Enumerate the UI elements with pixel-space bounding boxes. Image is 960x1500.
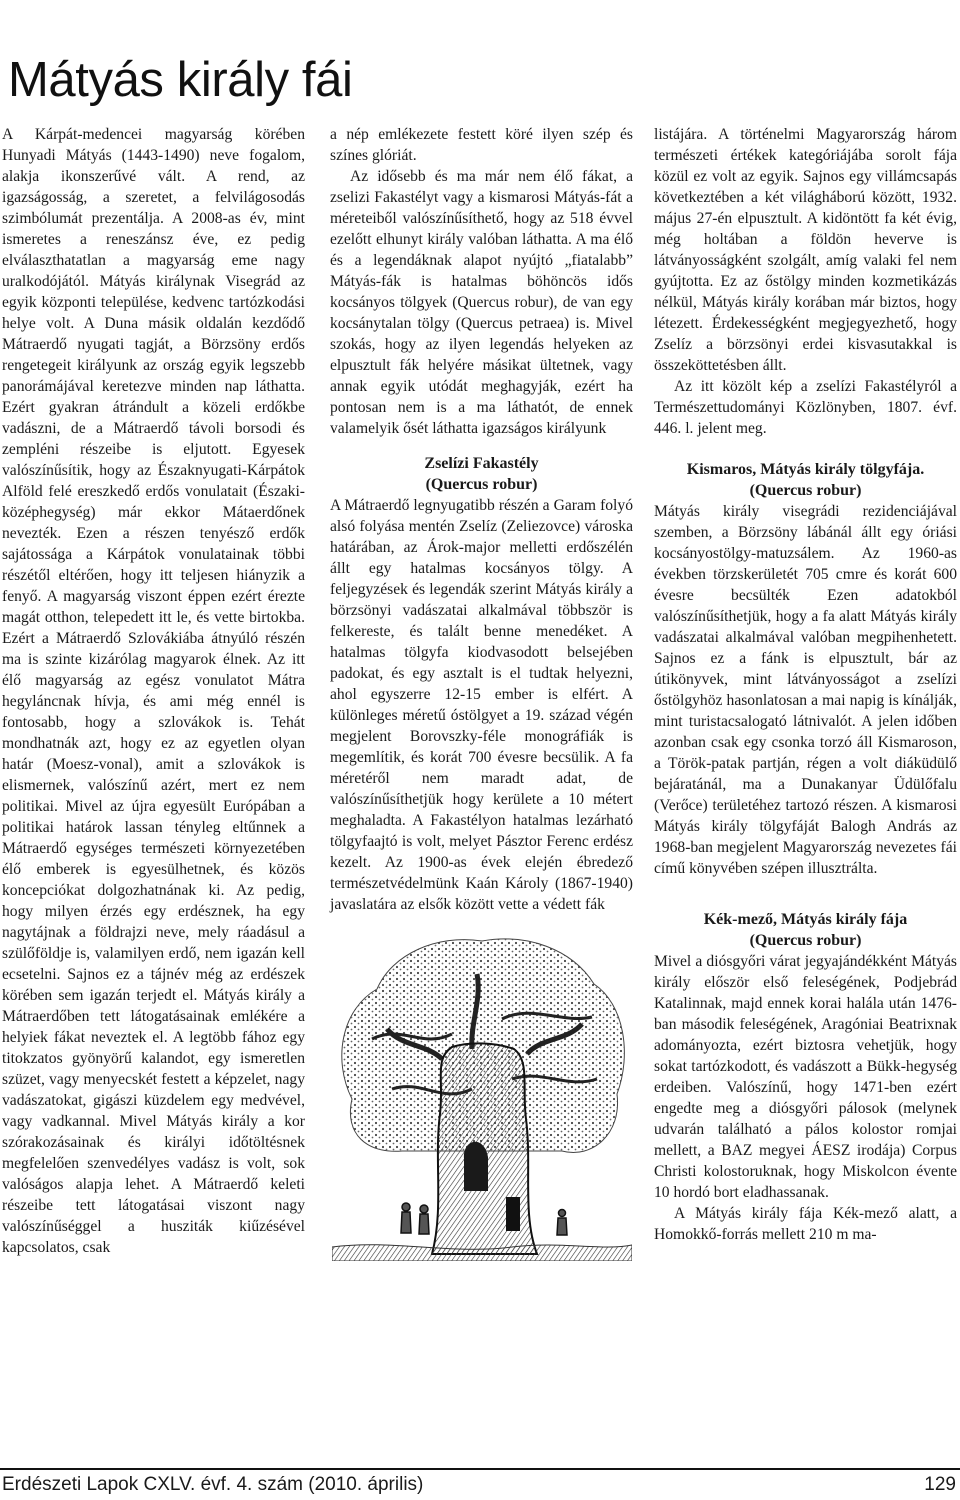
paragraph: Az itt közölt kép a zselízi Fakastélyról a Természettudományi Közlönyben, 1807. évf. 446. l. jelent meg. [654, 378, 957, 437]
oak-tree-illustration [332, 929, 632, 1261]
section-heading-zselizi-fakastely [330, 453, 633, 495]
page-number: 129 [924, 1474, 956, 1495]
text-column-2 [330, 124, 633, 1261]
paragraph: listájára. A történelmi Magyarország három természeti értékek kategóriájába sorolt fája közül ez volt az egyik. Sajnos egy villámcsapás következtében a két világháború között, 1932. május 27-én elpusztult. A kidöntött fa két évig, még holtában a földön heverve is látványosságként szolgált, amíg valaki fel nem gyújtotta. Ez az őstölgy minden kozmetikázás nélkül, Mátyás király korában már biztos, hogy létezett. Érdekességként megjegyezhető, hogy Zselíz a börzsönyi erdei kisvasutakkal is összeköttetésben állt. [654, 126, 957, 374]
page-footer [0, 1468, 960, 1500]
footer-rule [0, 1468, 960, 1470]
heading-line: (Quercus robur) [749, 932, 862, 949]
section-heading-kek-mezo [654, 909, 957, 951]
text-column-1 [2, 124, 305, 1258]
text-column-3 [654, 124, 957, 1245]
heading-line: (Quercus robur) [749, 482, 862, 499]
paragraph: Mátyás király visegrádi rezidenciájával szemben, a Börzsöny lábánál állt egy óriási kocsányostölgy-matuzsálem. Az 1960-as években törzskerületét 705 cmre és korát 600 évesre becsülték Ezen adatokból valószínűsíthetjük, hogy a fa alatt Mátyás király vadászatai alkalmával valóban megpihenhetett. Sajnos ez a fánk is elpusztult, bár az útikönyvek, mint látványosságot a zselízi őstölgyhöz hasonlatosan a mai napig is kínálják, mint turistacsalogató látnivalót. A jelen időben azonban csak egy csonka torzó áll Kismaroson, a Török-patak partján, régen a volt diáküdülő bejáratánál, ma a Dunakanyar Üdülőfalu (Verőce) területéhez tartozó részen. A kismarosi Mátyás király tölgyfáját Balogh András az 1968-ban megjelent Magyarország nevezetes fái című könyvében szépen illusztrálta. [654, 503, 957, 877]
paragraph: A Mátraerdő legnyugatibb részén a Garam folyó alsó folyása mentén Zselíz (Zeliezovce) városka határában, az Árok-major melletti erdőszélén állt egy hatalmas kocsányos tölgy. A feljegyzések és legendák szerint Mátyás király a börzsönyi vadászatai alkalmával többször is felkereste, és talált benne menedéket. A hatalmas tölgyfa kiodvasodott belsejében padokat, és egy asztalt is el tudtak helyezni, ahol egyszerre 12-15 ember is elfért. A különleges méretű óstölgyet a 19. század végén megjelent Borovszky-féle monográfiák is megemlítik, és korát 700 évesre becsülik. A fa méretéről nem maradt adat, de valószínűsíthetjük hogy kerülete a 10 métert meghaladta. A Fakastélyon hatalmas lezárható tölgyfaajtó is volt, melyet Pásztor Ferenc erdész kezelt. Az 1900-as évek elején ébredező természetvédelmünk Kaán Károly (1867-1940) javaslatára az elsők között vette a védett fák [330, 497, 633, 913]
heading-line: Kék-mező, Mátyás király fája [703, 911, 908, 928]
heading-line: Zselízi Fakastély [424, 455, 539, 472]
paragraph: A Kárpát-medencei magyarság körében Hunyadi Mátyás (1443-1490) neve fogalom, alakja ikonszerűvé vált. A rend, az igazságosság, a szeretet, a felvilágosodás szimbólumát prezentálja. A 2008-as év, mint ismeretes a reneszánsz éve, ez pedig elválaszthatatlan a magyarság eme nagy uralkodójától. Mátyás királynak Visegrád az egyik központi települése, kedvenc tartózkodási helye volt. A Duna másik oldalán kezdődő Mátraerdő nyugati tagját, a Börzsöny erdős rengetegeit királyunk az ország egyik legszebb panorámájával keretezve minden nap láthatta. Ezért gyakran átrándult a közeli erdőkbe vadászni, de a Mátraerdő távoli borsodi és zempléni részeibe is eljutott. Egyesek valószínűsítik, hogy az Északnyugati-Kárpátok Alföld felé ereszkedő erdős vonulatait (Északi-középhegység) már ekkor Mátaerdőnek nevezték. Ezen a részen tenyésző erdők sajátossága a Kárpátok vonulatainak többi részétől eltérően, hogy itt teljesen hiányzik a fenyő. A magyarság viszont éppen ezért érezte magát otthon, telepedett itt le, és vette birtokba. Ezért a Mátraerdő Szlovákiába átnyúló részén ma is szinte kizárólag magyarok élnek. Az itt élő magyarság az egész vonulatot Mátra hegyláncnak hívja, és ami még ennél is fontosabb, hogy a szlovákok is. Tehát mondhatnák azt, hogy ez az egyetlen olyan határ (Moesz-vonal), amit a szlovákok is elismernek, valószínű azért, mert ez nem politikai. Mivel az újra egyesült Európában a politikai határok lassan tényleg eltűnnek a Mátraerdő egységes természeti környezetében élő emberek is egyesülhetnek, és közös koncepciókat dolgozhatnának ki. Az pedig, hogy milyen érzés egy erdésznek, ha egy nagytájnak a földrajzi neve, mely ráadásul a szülőföldje is, valamilyen erdő, nem igazán kell ecsetelni. Sajnos ez a tájnév még az erdészek körében sem igazán terjedt el. Mátyás király a Mátraerdőben tett látogatásainak emlékére a helyiek fákat neveztek el. A legtöbb fához egy titokzatos gyönyörű kalandot, egy ismeretlen szüzet, vagy menyecskét festett a képzelet, nagy vadászatokat, gigászi küzdelem egy medvével, vagy vadkannal. Mivel Mátyás király a kor szórakozásainak és királyi időtöltésnek megfelelően szenvedélyes vadász is volt, sok valóságos alapja lehet. A Mátraerdő keleti részeibe tett látogatásai viszont nagy valószínűséggel a husziták kiűzésével kapcsolatos, csak [2, 126, 305, 1256]
paragraph: Az idősebb és ma már nem élő fákat, a zselizi Fakastélyt vagy a kismarosi Mátyás-fát a méreteiből valószínűsíthető, hogy az 518 évvel ezelőtt elhunyt király valóban láthatta. A ma élő és a legendáknak alapot nyújtó „fiatalabb” Mátyás-fák is hatalmas böhöncös idős kocsányos tölgyek (Quercus robur), de van egy kocsánytalan tölgy (Quercus petraea) is. Mivel szokás, hogy az ilyen legendás helyeken az elpusztult fák helyére másikat ültetnek, vagy annak egyik utódát meghagyják, ezért ha pontosan nem is a ma láthatót, de ennek valamelyik ősét láthatta igazságos királyunk [330, 168, 633, 437]
section-heading-kismaros [654, 459, 957, 501]
article-title: Mátyás király fái [8, 53, 353, 107]
heading-line: (Quercus robur) [425, 476, 538, 493]
journal-citation: Erdészeti Lapok CXLV. évf. 4. szám (2010. április) [2, 1474, 424, 1495]
heading-line: Kismaros, Mátyás király tölgyfája. [686, 461, 925, 478]
paragraph: A Mátyás király fája Kék-mező alatt, a Homokkő-forrás mellett 210 m ma- [654, 1205, 957, 1243]
paragraph: a nép emlékezete festett köré ilyen szép és színes glóriát. [330, 126, 633, 164]
paragraph: Mivel a diósgyőri várat jegyajándékként Mátyás király először első feleségének, Podjebrád Katalinnak, majd ennek korai halála után 1476-ban második feleségének, Aragóniai Beatrixnak adományozta, ezért biztosra vehetjük, hogy sokat tartózkodott, és vadászott a Bükk-hegység erdeiben. Valószínű, hogy 1471-ben ezért engedte meg a diósgyőri pálosok (melynek udvarán található a pálos kolostor romjai mellett, a BAZ megyei ÁESZ irodája) Corpus Christi kolostoruknak, hogy Miskolcon évente 10 hordó bort eladhassanak. [654, 953, 957, 1201]
